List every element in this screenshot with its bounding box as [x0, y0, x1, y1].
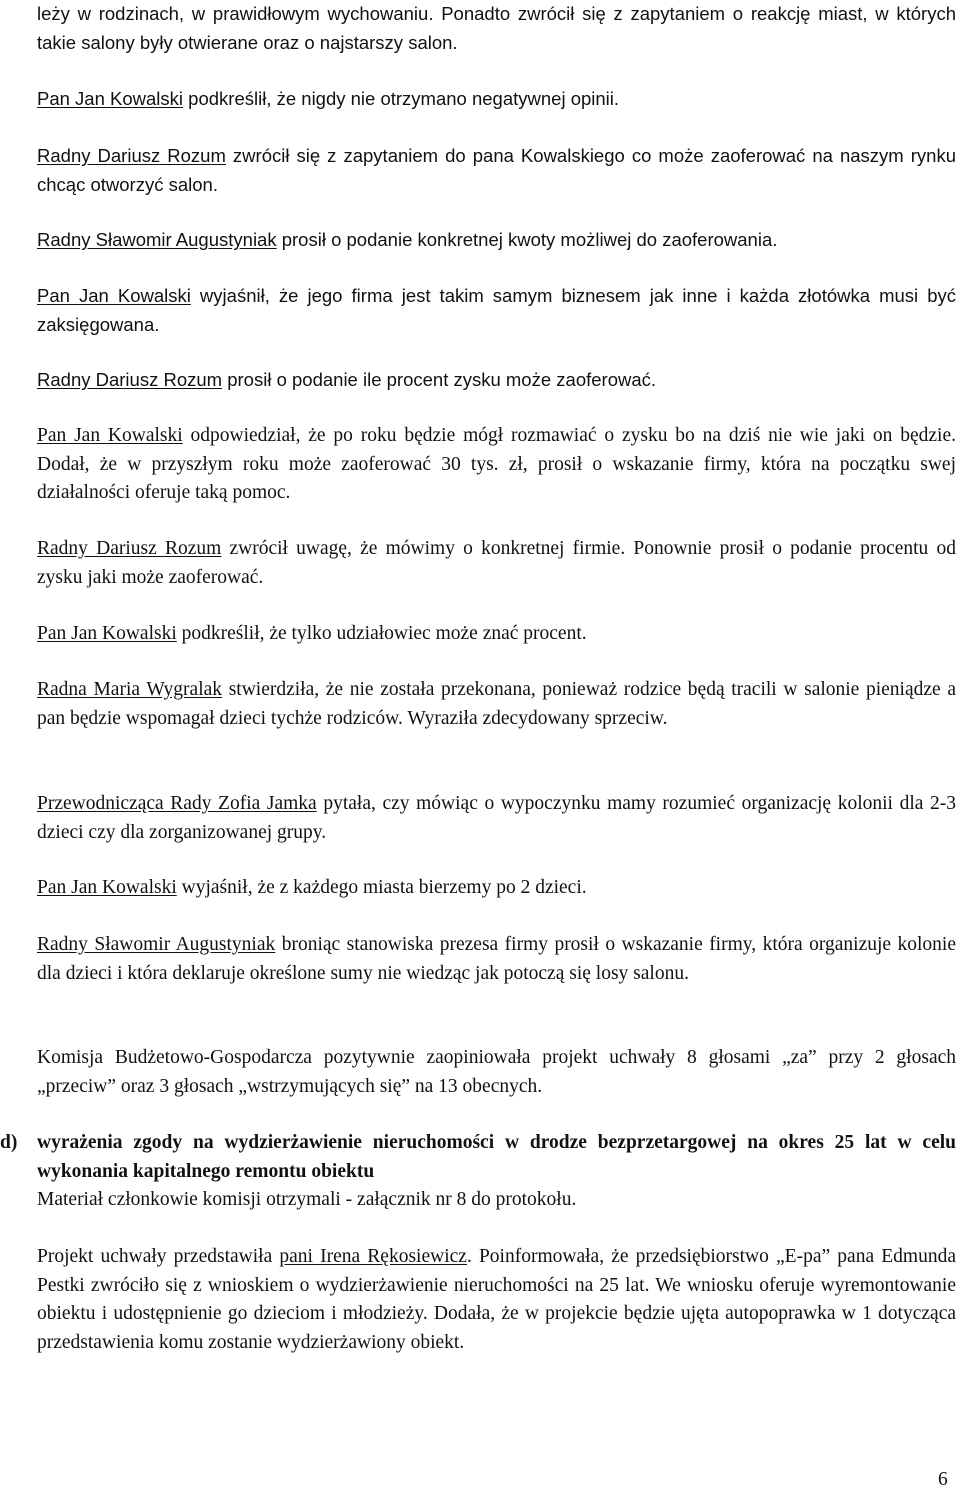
speaker-name: Pan Jan Kowalski	[37, 285, 191, 306]
speaker-name: Pan Jan Kowalski	[37, 623, 177, 644]
paragraph-kowalski-4: Pan Jan Kowalski podkreślił, że tylko udziałowiec może znać procent.	[37, 623, 587, 644]
speaker-name: Radna Maria Wygralak	[37, 679, 223, 700]
section-heading: wyrażenia zgody na wydzierżawienie nieruchomości w drodze bezprzetargowej na okres 25 lat w celu wykonania kapitalnego remontu obiektu	[37, 1132, 956, 1182]
paragraph-kowalski-2: Pan Jan Kowalski wyjaśnił, że jego firma jest takim samym biznesem jak inne i każda złotówka musi być zaksięgowana.	[37, 285, 956, 335]
paragraph-materials: Materiał członkowie komisji otrzymali - załącznik nr 8 do protokołu.	[37, 1189, 577, 1210]
paragraph-kowalski-3: Pan Jan Kowalski odpowiedział, że po roku będzie mógł rozmawiać o zysku bo na dziś nie wie jaki on będzie. Dodał, że w przyszłym roku może zaoferować 30 tys. zł, prosił o wskazanie firmy, która na początku swej działalności oferuje taką pomoc.	[37, 425, 956, 503]
paragraph-kowalski-5: Pan Jan Kowalski wyjaśnił, że z każdego miasta bierzemy po 2 dzieci.	[37, 877, 587, 898]
paragraph-rozum-2: Radny Dariusz Rozum prosił o podanie ile procent zysku może zaoferować.	[37, 369, 657, 390]
section-marker: d)	[0, 1132, 18, 1153]
paragraph-project: Projekt uchwały przedstawiła pani Irena Rękosiewicz. Poinformowała, że przedsiębiorstwo „E-pa” pana Edmunda Pestki zwróciło się z wnioskiem o wydzierżawienie nieruchomości na 25 lat. We wniosku oferuje wyremontowanie obiektu i udostępnienie go dzieciom i młodzieży. Dodała, że w projekcie będzie ujęta autopoprawka w 1 dotycząca przedstawienia komu zostanie wydzierżawiony obiekt.	[37, 1246, 956, 1353]
speaker-name: Radny Sławomir Augustyniak	[37, 934, 276, 955]
paragraph-kowalski-1: Pan Jan Kowalski podkreślił, że nigdy nie otrzymano negatywnej opinii.	[37, 88, 620, 109]
speaker-name: Radny Sławomir Augustyniak	[37, 229, 277, 250]
paragraph-wygralak: Radna Maria Wygralak stwierdziła, że nie została przekonana, ponieważ rodzice będą tracili w salonie pieniądze a pan będzie wspomagał dzieci tychże rodziców. Wyraziła zdecydowany sprzeciw.	[37, 679, 956, 729]
paragraph-rozum-1: Radny Dariusz Rozum zwrócił się z zapytaniem do pana Kowalskiego co może zaoferować na naszym rynku chcąc otworzyć salon.	[37, 145, 956, 195]
speaker-name: Pan Jan Kowalski	[37, 877, 177, 898]
paragraph-committee-vote: Komisja Budżetowo-Gospodarcza pozytywnie zaopiniowała projekt uchwały 8 głosami „za” przy 2 głosach „przeciw” oraz 3 głosach „wstrzymujących się” na 13 obecnych.	[37, 1047, 956, 1097]
speaker-name: Radny Dariusz Rozum	[37, 538, 222, 559]
paragraph-augustyniak-2: Radny Sławomir Augustyniak broniąc stanowiska prezesa firmy prosił o wskazanie firmy, która organizuje kolonie dla dzieci i która deklaruje określone sumy nie wiedząc jak potoczą się losy salonu.	[37, 934, 956, 984]
page-number: 6	[938, 1469, 948, 1490]
speaker-name: Przewodnicząca Rady Zofia Jamka	[37, 793, 317, 814]
speaker-name: pani Irena Rękosiewicz	[279, 1246, 467, 1267]
speaker-name: Radny Dariusz Rozum	[37, 145, 226, 166]
paragraph-rozum-3: Radny Dariusz Rozum zwrócił uwagę, że mówimy o konkretnej firmie. Ponownie prosił o podanie procentu od zysku jaki może zaoferować.	[37, 538, 956, 588]
speaker-name: Pan Jan Kowalski	[37, 88, 184, 109]
paragraph-augustyniak-1: Radny Sławomir Augustyniak prosił o podanie konkretnej kwoty możliwej do zaoferowania.	[37, 229, 778, 250]
speaker-name: Radny Dariusz Rozum	[37, 369, 223, 390]
paragraph-jamka: Przewodnicząca Rady Zofia Jamka pytała, czy mówiąc o wypoczynku mamy rozumieć organizację kolonii dla 2-3 dzieci czy dla zorganizowanej grupy.	[37, 793, 956, 843]
paragraph-intro-continuation: leży w rodzinach, w prawidłowym wychowaniu. Ponadto zwrócił się z zapytaniem o reakcję miast, w których takie salony były otwierane oraz o najstarszy salon.	[37, 3, 956, 53]
speaker-name: Pan Jan Kowalski	[37, 425, 183, 446]
